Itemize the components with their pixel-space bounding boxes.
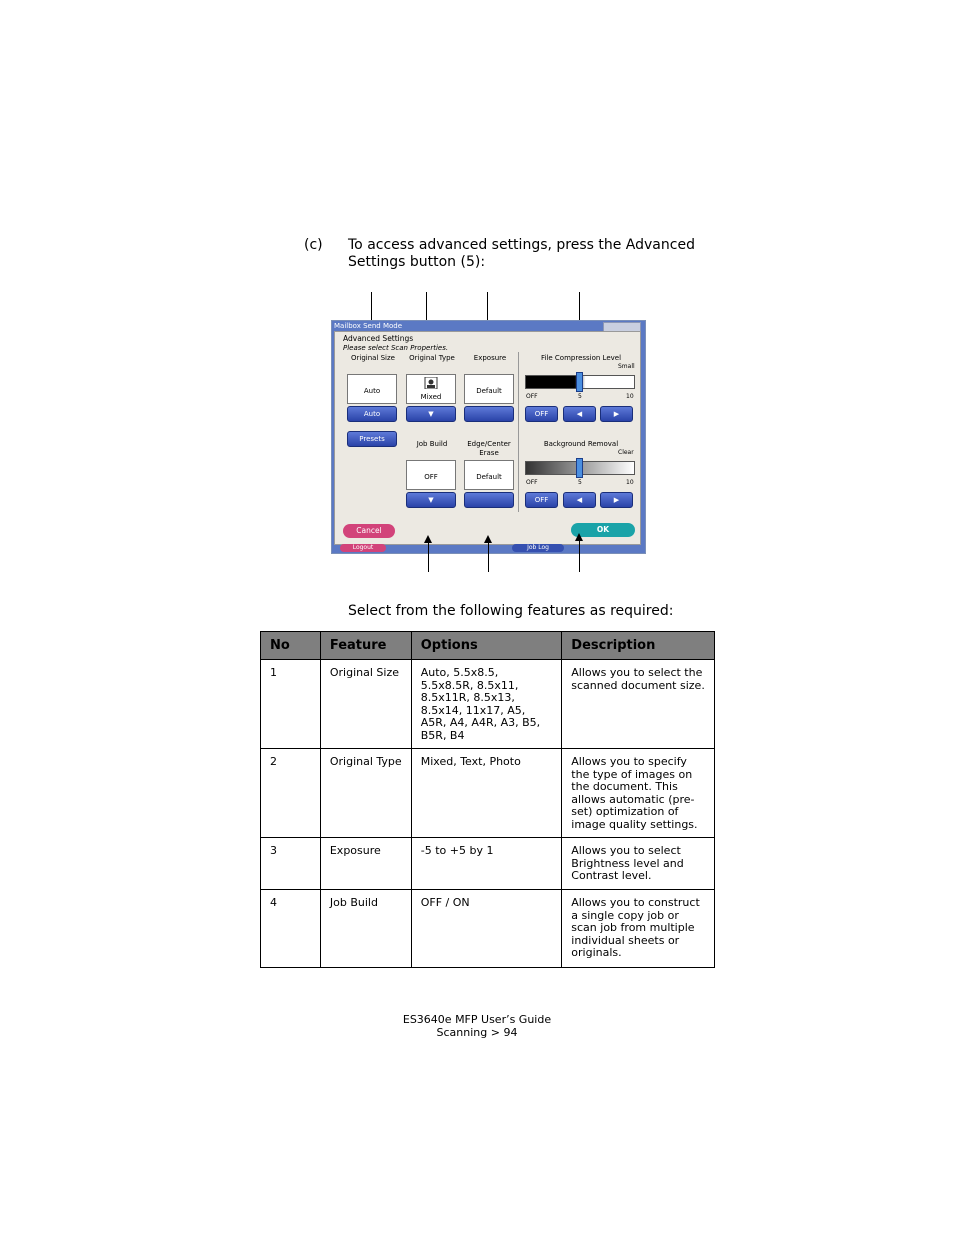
background-removal-thumb[interactable] bbox=[576, 458, 583, 478]
dialog-title: Advanced Settings bbox=[343, 334, 414, 343]
callout-line-7 bbox=[579, 540, 580, 572]
job-build-dropdown[interactable]: ▼ bbox=[406, 492, 456, 508]
job-build-header: Job Build bbox=[416, 440, 448, 448]
table-header-description: Description bbox=[562, 632, 715, 660]
dialog-subtitle: Please select Scan Properties. bbox=[343, 344, 449, 352]
table-header-no: No bbox=[261, 632, 321, 660]
row-description: Allows you to specify the type of images on the document. This allows automatic (pre-set) optimization of image quality settings. bbox=[562, 749, 715, 838]
row-feature: Original Type bbox=[320, 749, 411, 838]
table-header-row bbox=[261, 632, 715, 660]
callout-line-5 bbox=[428, 542, 429, 572]
presets-button[interactable]: Presets bbox=[347, 431, 397, 447]
file-compression-header: File Compression Level bbox=[540, 354, 622, 362]
edge-erase-button[interactable] bbox=[464, 492, 514, 508]
row-options: -5 to +5 by 1 bbox=[411, 838, 562, 890]
background-removal-slider[interactable] bbox=[525, 461, 635, 475]
file-compression-max: 10 bbox=[626, 393, 634, 400]
background-removal-hint: Clear bbox=[618, 449, 634, 456]
table-header-feature: Feature bbox=[320, 632, 411, 660]
row-feature: Job Build bbox=[320, 890, 411, 968]
step-text: To access advanced settings, press the Advanced Settings button (5): bbox=[348, 237, 695, 270]
step-label: (c) bbox=[304, 237, 323, 253]
right-arrow-icon: ▶ bbox=[613, 410, 620, 418]
file-compression-decrease-button[interactable] bbox=[563, 406, 596, 422]
row-no: 3 bbox=[261, 838, 321, 890]
file-compression-mid: 5 bbox=[578, 393, 582, 400]
right-arrow-icon: ▶ bbox=[613, 496, 620, 504]
row-description: Allows you to select the scanned document size. bbox=[562, 660, 715, 749]
exposure-value: Default bbox=[476, 387, 502, 395]
edge-erase-value-box bbox=[464, 460, 514, 490]
exposure-header: Exposure bbox=[473, 354, 507, 362]
original-size-value: Auto bbox=[363, 387, 381, 395]
row-description: Allows you to select Brightness level and Contrast level. bbox=[562, 838, 715, 890]
edge-erase-value: Default bbox=[476, 473, 502, 481]
table-row bbox=[261, 749, 715, 838]
intro-text: Select from the following features as required: bbox=[348, 603, 674, 619]
touch-screen bbox=[331, 320, 646, 554]
features-table bbox=[260, 631, 715, 968]
background-removal-max: 10 bbox=[626, 479, 634, 486]
exposure-button[interactable] bbox=[464, 406, 514, 422]
file-compression-thumb[interactable] bbox=[576, 372, 583, 392]
row-options: OFF / ON bbox=[411, 890, 562, 968]
file-compression-slider[interactable] bbox=[525, 375, 635, 389]
callout-line-6 bbox=[488, 542, 489, 572]
background-removal-mid: 5 bbox=[578, 479, 582, 486]
table-header-options: Options bbox=[411, 632, 562, 660]
original-type-dropdown[interactable]: ▼ bbox=[406, 406, 456, 422]
row-options: Mixed, Text, Photo bbox=[411, 749, 562, 838]
row-feature: Original Size bbox=[320, 660, 411, 749]
footer-guide-title: ES3640e MFP User’s Guide bbox=[402, 1013, 552, 1026]
background-removal-min: OFF bbox=[526, 479, 538, 486]
file-compression-hint: Small bbox=[618, 363, 635, 370]
file-compression-off-button[interactable]: OFF bbox=[525, 406, 558, 422]
job-log-button[interactable]: Job Log bbox=[512, 544, 564, 552]
job-build-value: OFF bbox=[424, 473, 438, 481]
row-no: 4 bbox=[261, 890, 321, 968]
background-removal-header: Background Removal bbox=[543, 440, 619, 448]
original-size-value-box bbox=[347, 374, 397, 404]
exposure-value-box bbox=[464, 374, 514, 404]
original-type-header: Original Type bbox=[409, 354, 455, 362]
background-removal-decrease-button[interactable] bbox=[563, 492, 596, 508]
table-row bbox=[261, 890, 715, 968]
file-compression-increase-button[interactable] bbox=[600, 406, 633, 422]
cancel-button[interactable]: Cancel bbox=[343, 524, 395, 538]
original-type-value: Mixed bbox=[420, 393, 442, 401]
row-options: Auto, 5.5x8.5, 5.5x8.5R, 8.5x11, 8.5x11R, 8.5x13, 8.5x14, 11x17, A5, A5R, A4, A4R, A3, B5, B5R, B4 bbox=[411, 660, 562, 749]
mixed-document-icon bbox=[424, 377, 438, 389]
row-description: Allows you to construct a single copy job or scan job from multiple individual sheets or originals. bbox=[562, 890, 715, 968]
row-feature: Exposure bbox=[320, 838, 411, 890]
table-row bbox=[261, 660, 715, 749]
file-compression-min: OFF bbox=[526, 393, 538, 400]
column-divider bbox=[518, 352, 519, 512]
logout-button[interactable]: Logout bbox=[340, 544, 386, 552]
background-removal-increase-button[interactable] bbox=[600, 492, 633, 508]
footer-section: Scanning > 94 bbox=[436, 1026, 518, 1039]
original-type-value-box bbox=[406, 374, 456, 404]
left-arrow-icon: ◀ bbox=[576, 496, 583, 504]
background-removal-off-button[interactable]: OFF bbox=[525, 492, 558, 508]
edge-erase-header: Edge/Center Erase bbox=[467, 440, 511, 457]
original-size-button[interactable]: Auto bbox=[347, 406, 397, 422]
original-size-header: Original Size bbox=[351, 354, 395, 362]
job-build-value-box bbox=[406, 460, 456, 490]
row-no: 2 bbox=[261, 749, 321, 838]
ok-button[interactable]: OK bbox=[571, 523, 635, 537]
window-title: Mailbox Send Mode bbox=[334, 322, 403, 330]
left-arrow-icon: ◀ bbox=[576, 410, 583, 418]
advanced-settings-figure bbox=[330, 292, 646, 574]
table-row bbox=[261, 838, 715, 890]
row-no: 1 bbox=[261, 660, 321, 749]
advanced-settings-dialog bbox=[334, 331, 641, 545]
